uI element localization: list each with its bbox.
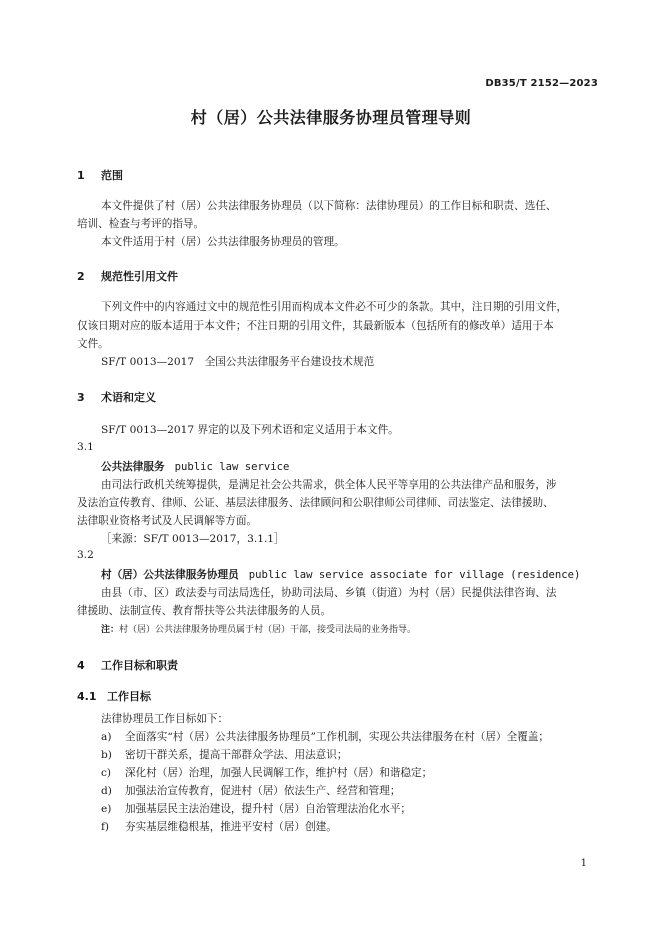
section-1-heading [77, 167, 123, 183]
section-3-heading [77, 389, 156, 405]
paragraph-line: 下列文件中的内容通过文中的规范性引用而构成本文件必不可少的条款。其中，注日期的引用文件， [101, 301, 568, 313]
term-en: public law service [174, 461, 290, 473]
section-number: 1 [77, 169, 85, 182]
list-text: 密切干群关系，提高干部群众学法、用法意识； [125, 749, 348, 761]
list-item [101, 747, 347, 762]
paragraph-line: 培训、检查与考评的指导。 [77, 218, 205, 230]
term-zh: 公共法律服务 [101, 461, 165, 473]
list-text: 深化村（居）治理，加强人民调解工作，维护村（居）和谐稳定； [125, 767, 433, 779]
list-item [101, 783, 400, 798]
definition-line: 律援助、法制宣传、教育帮扶等公共法律服务的人员。 [77, 605, 332, 617]
paragraph-line: 仅该日期对应的版本适用于本文件；不注日期的引用文件，其最新版本（包括所有的修改单）适用于本 [77, 320, 554, 332]
section-2-heading [77, 268, 178, 284]
document-title: 村（居）公共法律服务协理员管理导则 [190, 108, 472, 127]
paragraph-line: SF/T 0013—2017 界定的以及下列术语和定义适用于本文件。 [101, 424, 399, 436]
list-item [101, 819, 337, 834]
list-text: 全面落实“村（居）公共法律服务协理员”工作机制，实现公共法律服务在村（居）全覆盖； [125, 731, 549, 743]
section-number: 2 [77, 270, 85, 283]
paragraph-line: 本文件适用于村（居）公共法律服务协理员的管理。 [101, 236, 345, 248]
term-number: 3.1 [77, 441, 94, 453]
section-number: 4 [77, 659, 85, 672]
list-text: 加强基层民主法治建设，提升村（居）自治管理法治化水平； [125, 803, 412, 815]
paragraph-line: 法律协理员工作目标如下： [101, 713, 229, 725]
list-item [101, 801, 411, 816]
section-title: 规范性引用文件 [101, 270, 178, 283]
definition-line: 法律职业资格考试及人民调解等方面。 [77, 515, 258, 527]
list-text: 夯实基层维稳根基，推进平安村（居）创建。 [125, 821, 337, 833]
term-source: ［来源：SF/T 0013—2017，3.1.1］ [101, 533, 285, 545]
list-label: b) [101, 749, 112, 761]
list-label: f) [101, 821, 110, 833]
list-item [101, 729, 549, 744]
term-en: public law service associate for village (residence) [248, 569, 581, 581]
term-note [101, 622, 416, 635]
term-number: 3.2 [77, 549, 94, 561]
paragraph-line: 文件。 [77, 338, 109, 350]
paragraph-line: 本文件提供了村（居）公共法律服务协理员（以下简称：法律协理员）的工作目标和职责、选任、 [101, 200, 557, 212]
list-label: a) [101, 731, 112, 743]
list-label: c) [101, 767, 112, 779]
list-label: d) [101, 785, 112, 797]
section-title: 工作目标和职责 [101, 659, 178, 672]
note-text: 村（居）公共法律服务协理员属于村（居）干部，接受司法局的业务指导。 [119, 625, 417, 635]
list-label: e) [101, 803, 112, 815]
definition-line: 由县（市、区）政法委与司法局选任，协助司法局、乡镇（街道）为村（居）民提供法律咨询、法 [101, 587, 557, 599]
normative-reference: SF/T 0013—2017 全国公共法律服务平台建设技术规范 [101, 356, 375, 368]
section-number: 3 [77, 391, 85, 404]
term-entry [101, 567, 580, 582]
section-4-heading [77, 657, 178, 673]
term-zh: 村（居）公共法律服务协理员 [101, 569, 239, 581]
subsection-number: 4.1 [77, 690, 97, 703]
list-item [101, 765, 432, 780]
subsection-4-1-heading [77, 688, 151, 704]
page-number: 1 [580, 858, 587, 869]
note-label: 注： [101, 625, 120, 635]
document-code: DB35/T 2152—2023 [485, 78, 598, 89]
list-text: 加强法治宣传教育，促进村（居）依法生产、经营和管理； [125, 785, 401, 797]
term-entry [101, 459, 289, 474]
subsection-title: 工作目标 [107, 690, 151, 703]
section-title: 范围 [101, 169, 123, 182]
definition-line: 由司法行政机关统筹提供，是满足社会公共需求，供全体人民平等享用的公共法律产品和服务，涉 [101, 479, 557, 491]
section-title: 术语和定义 [101, 391, 156, 404]
definition-line: 及法治宣传教育、律师、公证、基层法律服务、法律顾问和公职律师公司律师、司法鉴定、法律援助、 [77, 497, 554, 509]
